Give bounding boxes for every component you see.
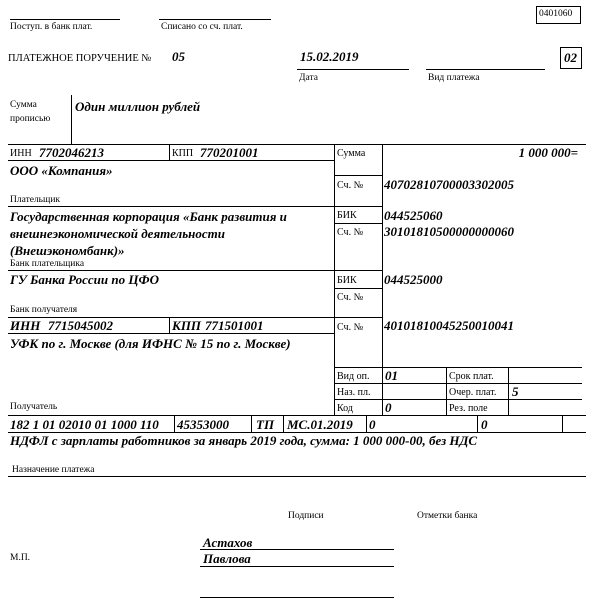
grid-col [169, 317, 170, 333]
grid-col [334, 144, 335, 415]
order-number: 05 [172, 49, 185, 64]
recipient-bank-bik: 044525000 [384, 272, 443, 287]
title-label: ПЛАТЕЖНОЕ ПОРУЧЕНИЕ № [8, 53, 152, 64]
grid-col [174, 415, 175, 432]
date-line [297, 69, 409, 70]
received-line [10, 19, 120, 20]
payer-inn: 7702046213 [39, 145, 104, 160]
payer-kpp-label: КПП [172, 148, 194, 159]
ocher-value: 5 [512, 384, 519, 399]
payer-bank-account-label: Сч. № [337, 227, 364, 238]
tax-doc-number: 0 [369, 417, 376, 432]
grid-col [251, 415, 252, 432]
recipient-inn-label: ИНН [10, 318, 41, 333]
payer-bank-name: Государственная корпорация «Банк развития и внешнеэкономической деятельности (Внешэкономбанк)» [10, 209, 287, 258]
rez-label: Рез. поле [449, 403, 488, 414]
naz-pl-label: Наз. пл. [337, 387, 371, 398]
bank-marks-label: Отметки банка [417, 511, 478, 521]
grid-col [366, 415, 367, 432]
payer-bank-bik: 044525060 [384, 208, 443, 223]
signature-line-1 [200, 549, 394, 550]
form-code-box [536, 6, 581, 24]
tax-doc-date: 0 [481, 417, 488, 432]
grid-line [334, 367, 582, 368]
recipient-account-label: Сч. № [337, 322, 364, 333]
amount-words-value: Один миллион рублей [75, 99, 201, 114]
grid-line [8, 206, 382, 207]
signer-1: Астахов [203, 535, 253, 550]
amount-words-label-1: Сумма [10, 100, 37, 110]
recipient-label: Получатель [10, 402, 58, 412]
grid-line [8, 415, 586, 416]
grid-line [334, 288, 382, 289]
payer-account-label: Сч. № [337, 180, 364, 191]
grid-col [382, 144, 383, 415]
payment-status-box [560, 47, 582, 69]
payment-type-line [426, 69, 545, 70]
kod-label: Код [337, 403, 353, 414]
recipient-kpp-label: КПП [172, 318, 202, 333]
stamp-label: М.П. [10, 553, 31, 563]
recipient-inn: 7715045002 [48, 318, 113, 333]
debited-label: Списано со сч. плат. [161, 22, 243, 32]
recipient-bank-bik-label: БИК [337, 275, 357, 286]
tax-period: МС.01.2019 [287, 417, 353, 432]
amount-value: 1 000 000= [518, 145, 578, 160]
tax-kbk: 182 1 01 02010 01 1000 110 [10, 417, 159, 432]
grid-line [334, 399, 582, 400]
purpose-text: НДФЛ с зарплаты работников за январь 2019 года, сумма: 1 000 000-00, без НДС [10, 433, 478, 448]
kod-value: 0 [385, 400, 392, 415]
srok-label: Срок плат. [449, 371, 494, 382]
payer-kpp: 770201001 [200, 145, 259, 160]
grid-col [477, 415, 478, 432]
amount-words-divider [71, 95, 72, 144]
signature-line-3 [200, 597, 394, 598]
purpose-label: Назначение платежа [12, 465, 95, 475]
grid-col [169, 144, 170, 160]
signatures-label: Подписи [288, 511, 324, 521]
payer-bank-bik-label: БИК [337, 210, 357, 221]
vid-op-label: Вид оп. [337, 371, 370, 382]
amount-words-label-2: прописью [10, 114, 51, 124]
grid-line [334, 175, 382, 176]
grid-col [283, 415, 284, 432]
order-date: 15.02.2019 [300, 49, 359, 64]
payer-name: ООО «Компания» [10, 163, 113, 178]
grid-line [334, 383, 582, 384]
recipient-kpp: 771501001 [205, 318, 264, 333]
grid-col [508, 367, 509, 415]
grid-line [8, 476, 586, 477]
grid-col [562, 415, 563, 432]
signer-2: Павлова [203, 551, 251, 566]
payer-label: Плательщик [10, 195, 61, 205]
debited-line [159, 19, 271, 20]
grid-line [8, 270, 382, 271]
amount-label: Сумма [337, 148, 366, 159]
recipient-bank-label: Банк получателя [10, 305, 78, 315]
signature-line-2 [200, 566, 394, 567]
tax-basis: ТП [256, 417, 275, 432]
payer-bank-label: Банк плательщика [10, 259, 85, 269]
grid-line [334, 223, 382, 224]
recipient-account: 40101810045250010041 [384, 318, 514, 333]
recipient-bank-account-label: Сч. № [337, 292, 364, 303]
ocher-label: Очер. плат. [449, 387, 497, 398]
payer-bank-account: 30101810500000000060 [384, 224, 514, 239]
payer-account: 40702810700003302005 [384, 177, 514, 192]
received-label: Поступ. в банк плат. [10, 22, 93, 32]
recipient-bank-name: ГУ Банка России по ЦФО [10, 272, 160, 287]
tax-oktmo: 45353000 [177, 417, 229, 432]
form-code: 0401060 [539, 9, 573, 19]
date-label: Дата [299, 73, 318, 83]
vid-op-value: 01 [385, 368, 398, 383]
payment-type-label: Вид платежа [428, 73, 480, 83]
recipient-name: УФК по г. Москве (для ИФНС № 15 по г. Москве) [10, 336, 291, 351]
payer-inn-label: ИНН [10, 148, 32, 159]
payment-status: 02 [564, 50, 577, 65]
grid-col [446, 367, 447, 415]
